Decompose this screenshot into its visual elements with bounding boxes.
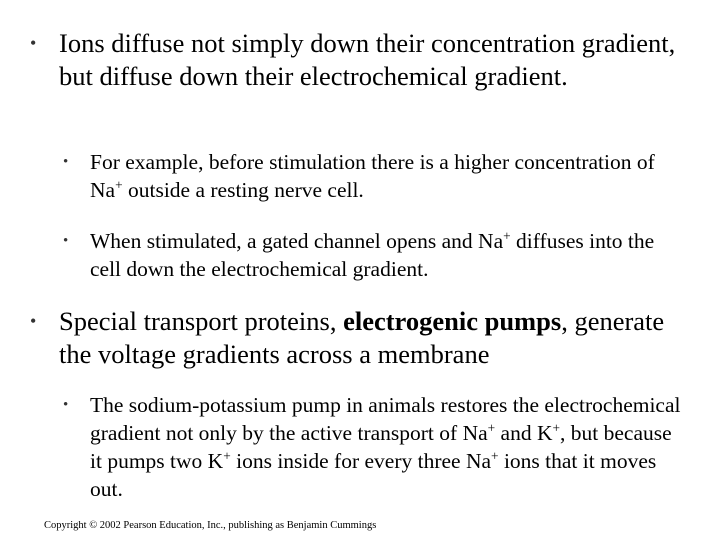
superscript-plus: + xyxy=(115,177,123,193)
subbullet-example-before-stimulation xyxy=(63,148,688,204)
subbullet-text: For example, before stimulation there is a higher concentration of Na+ outside a resting nerve cell. xyxy=(90,150,655,202)
bullet-marker: • xyxy=(63,397,69,413)
superscript-plus: + xyxy=(487,420,496,436)
subbullet-text: When stimulated, a gated channel opens and Na+ diffuses into the cell down the electrochemical gradient. xyxy=(90,228,655,281)
bullet-text: Ions diffuse not simply down their concentration gradient, but diffuse down their electrochemical gradient. xyxy=(59,28,676,91)
bullet-electrogenic-pumps xyxy=(30,305,690,371)
bullet-ions-diffuse xyxy=(30,27,690,93)
subbullet-text: The sodium-potassium pump in animals restores the electrochemical gradient not only by the active transport of Na+ and K+, but because it pumps two K+ ions inside for every three Na+ ions that it moves out. xyxy=(90,393,681,501)
bold-term: electrogenic pumps xyxy=(343,306,562,336)
superscript-plus: + xyxy=(503,228,511,244)
superscript-plus: + xyxy=(552,420,561,436)
copyright-notice: Copyright © 2002 Pearson Education, Inc., publishing as Benjamin Cummings xyxy=(44,520,377,531)
bullet-marker: • xyxy=(30,311,37,331)
bullet-text: Special transport proteins, electrogenic pumps, generate the voltage gradients across a membrane xyxy=(59,306,665,369)
bullet-marker: • xyxy=(30,33,37,53)
bullet-marker: • xyxy=(63,154,69,170)
bullet-marker: • xyxy=(63,233,69,249)
subbullet-sodium-potassium-pump xyxy=(63,391,688,503)
superscript-plus: + xyxy=(223,448,231,464)
superscript-plus: + xyxy=(491,448,499,464)
subbullet-when-stimulated xyxy=(63,227,688,283)
